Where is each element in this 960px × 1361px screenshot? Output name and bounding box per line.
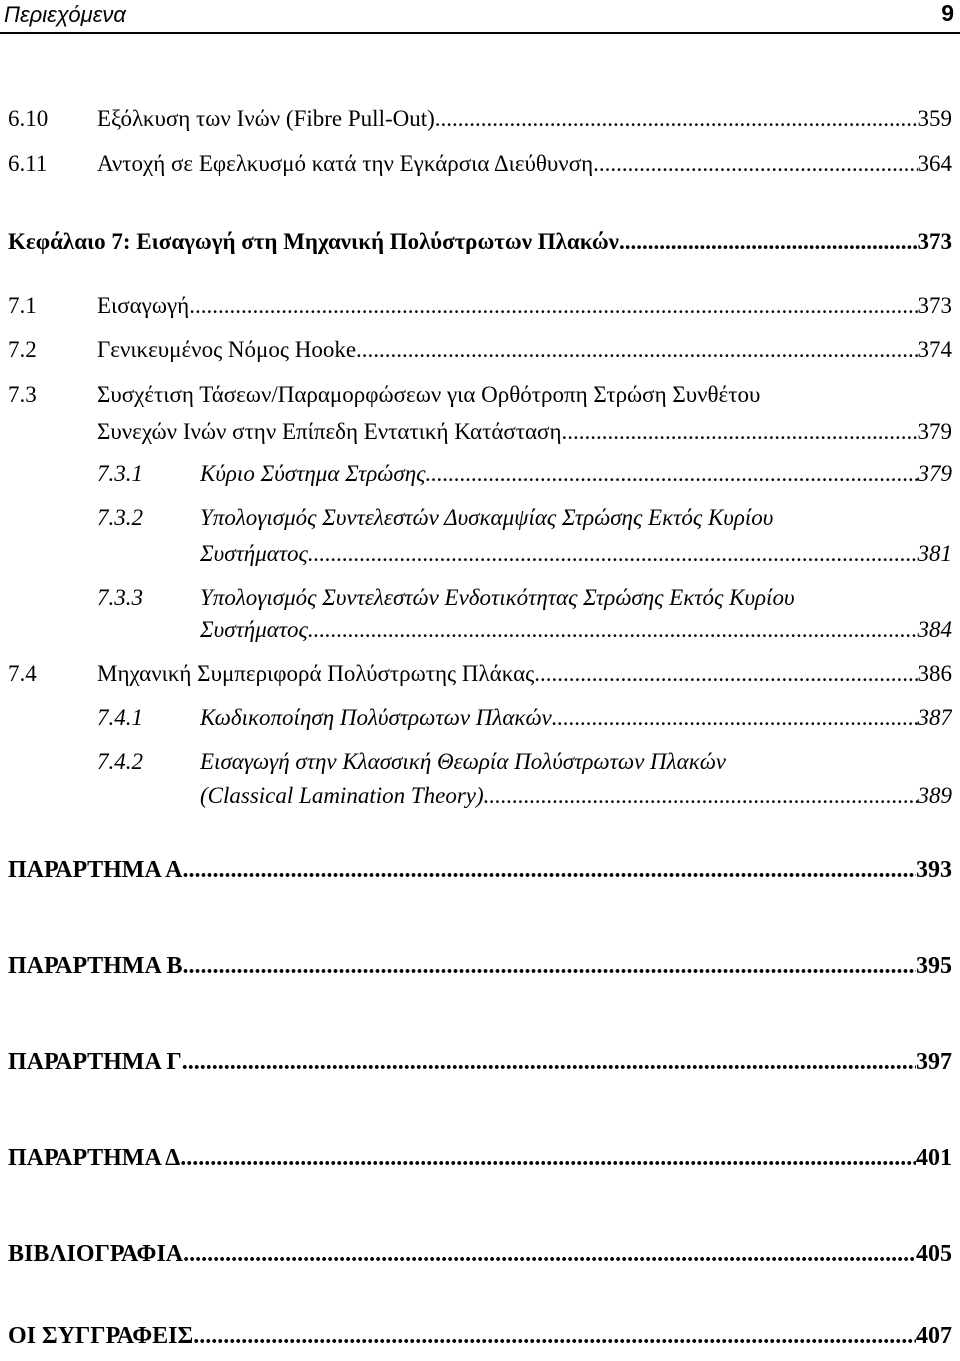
- toc-entry-title: ΠΑΡΑΡΤΗΜΑ Α: [8, 857, 183, 883]
- leader-dots: [593, 146, 917, 182]
- toc-entry-page: 407: [916, 1323, 952, 1349]
- running-header: [0, 0, 960, 34]
- toc-appendix-a[interactable]: [0, 852, 952, 888]
- toc-entry-page: 389: [917, 783, 952, 808]
- toc-entry-title: Κύριο Σύστημα Στρώσης: [200, 461, 426, 486]
- toc-entry-title: ΠΑΡΑΡΤΗΜΑ Γ: [8, 1049, 182, 1075]
- toc-entry-page: 405: [916, 1241, 952, 1267]
- toc-entry-page: 373: [917, 229, 952, 254]
- toc-entry-title-line1: Συσχέτιση Τάσεων/Παραμορφώσεων για Ορθότροπη Στρώση Συνθέτου: [97, 382, 761, 407]
- toc-entry-title: ΠΑΡΑΡΤΗΜΑ Β: [8, 953, 183, 979]
- toc-entry-page: 381: [917, 541, 952, 566]
- toc-entry-title: Συστήματος: [200, 617, 308, 642]
- toc-entry-title: Γενικευμένος Νόμος Hooke: [97, 337, 357, 362]
- toc-appendix-b[interactable]: [0, 948, 952, 984]
- toc-entry-7-1[interactable]: [0, 288, 952, 324]
- toc-entry-title-line1: Εισαγωγή στην Κλασσική Θεωρία Πολύστρωτων Πλακών: [200, 749, 726, 774]
- toc-entry-page: 379: [917, 419, 952, 444]
- toc-entry-7-3-continued[interactable]: [0, 414, 952, 450]
- toc-entry-7-2[interactable]: [0, 332, 952, 368]
- toc-entry-number: 7.4.2: [97, 749, 143, 774]
- toc-entry-page: 393: [916, 857, 952, 883]
- toc-entry-page: 384: [917, 617, 952, 642]
- leader-dots: [534, 656, 917, 692]
- toc-entry-page: 379: [917, 461, 952, 486]
- leader-dots: [356, 332, 917, 368]
- toc-entry-title: Κωδικοποίηση Πολύστρωτων Πλακών: [200, 705, 552, 730]
- leader-dots: [561, 414, 917, 450]
- toc-entry-title: Εξόλκυση των Ινών (Fibre Pull-Out): [97, 106, 435, 131]
- toc-entry-7-3[interactable]: [0, 377, 952, 413]
- toc-chapter-title: Κεφάλαιο 7: Εισαγωγή στη Μηχανική Πολύστρωτων Πλακών: [8, 229, 619, 254]
- toc-entry-page: 364: [917, 151, 952, 176]
- toc-entry-title: Εισαγωγή: [97, 293, 190, 318]
- leader-dots: [484, 778, 918, 814]
- toc-entry-7-3-2[interactable]: [0, 500, 952, 536]
- toc-entry-number: 7.3.3: [97, 585, 143, 610]
- toc-entry-6-11[interactable]: [0, 146, 952, 182]
- leader-dots: [308, 612, 918, 648]
- toc-entry-title: Μηχανική Συμπεριφορά Πολύστρωτης Πλάκας: [97, 661, 535, 686]
- leader-dots: [182, 948, 916, 984]
- toc-entry-page: 397: [916, 1049, 952, 1075]
- leader-dots: [193, 1318, 916, 1354]
- toc-entry-title: Συστήματος: [200, 541, 308, 566]
- toc-entry-title-line1: Υπολογισμός Συντελεστών Ενδοτικότητας Στρώσης Εκτός Κυρίου: [200, 585, 795, 610]
- toc-entry-page: 359: [917, 106, 952, 131]
- leader-dots: [435, 101, 918, 137]
- toc-entry-title-line1: Υπολογισμός Συντελεστών Δυσκαμψίας Στρώσης Εκτός Κυρίου: [200, 505, 774, 530]
- toc-entry-6-10[interactable]: [0, 101, 952, 137]
- toc-entry-7-3-3-continued[interactable]: [0, 612, 952, 648]
- toc-entry-7-3-1[interactable]: [0, 456, 952, 492]
- leader-dots: [183, 1236, 916, 1272]
- leader-dots: [552, 700, 918, 736]
- header-title: Περιεχόμενα: [4, 2, 126, 27]
- toc-entry-7-3-3[interactable]: [0, 580, 952, 616]
- toc-authors[interactable]: [0, 1318, 952, 1354]
- toc-entry-number: 7.3.2: [97, 505, 143, 530]
- toc-entry-number: 7.4.1: [97, 705, 143, 730]
- toc-bibliography[interactable]: [0, 1236, 952, 1272]
- toc-entry-number: 7.4: [8, 661, 37, 686]
- leader-dots: [425, 456, 917, 492]
- leader-dots: [180, 1140, 916, 1176]
- toc-entry-7-4-2[interactable]: [0, 744, 952, 780]
- toc-entry-number: 7.3.1: [97, 461, 143, 486]
- toc-entry-number: 6.10: [8, 106, 49, 131]
- toc-entry-page: 374: [917, 337, 952, 362]
- toc-entry-number: 6.11: [8, 151, 48, 176]
- leader-dots: [182, 1044, 916, 1080]
- toc-entry-7-4-2-continued[interactable]: [0, 778, 952, 814]
- toc-entry-number: 7.2: [8, 337, 37, 362]
- toc-entry-7-4-1[interactable]: [0, 700, 952, 736]
- toc-entry-7-4[interactable]: [0, 656, 952, 692]
- toc-appendix-d[interactable]: [0, 1140, 952, 1176]
- toc-entry-page: 373: [917, 293, 952, 318]
- toc-entry-page: 395: [916, 953, 952, 979]
- toc-entry-title: ΟΙ ΣΥΓΓΡΑΦΕΙΣ: [8, 1323, 194, 1349]
- leader-dots: [182, 852, 916, 888]
- leader-dots: [189, 288, 917, 324]
- leader-dots: [619, 224, 918, 260]
- toc-entry-title: (Classical Lamination Theory): [200, 783, 484, 808]
- toc-entry-number: 7.3: [8, 382, 37, 407]
- toc-entry-number: 7.1: [8, 293, 37, 318]
- toc-entry-title: ΠΑΡΑΡΤΗΜΑ Δ: [8, 1145, 181, 1171]
- toc-entry-7-3-2-continued[interactable]: [0, 536, 952, 572]
- toc-entry-page: 401: [916, 1145, 952, 1171]
- toc-entry-title: Συνεχών Ινών στην Επίπεδη Εντατική Κατάσταση: [97, 419, 562, 444]
- toc-entry-title: ΒΙΒΛΙΟΓΡΑΦΙΑ: [8, 1241, 184, 1267]
- leader-dots: [308, 536, 918, 572]
- header-page-number: 9: [941, 0, 954, 26]
- toc-entry-page: 386: [917, 661, 952, 686]
- toc-chapter-7[interactable]: [0, 224, 952, 260]
- toc-entry-title: Αντοχή σε Εφελκυσμό κατά την Εγκάρσια Διεύθυνση: [97, 151, 594, 176]
- toc-entry-page: 387: [917, 705, 952, 730]
- toc-appendix-c[interactable]: [0, 1044, 952, 1080]
